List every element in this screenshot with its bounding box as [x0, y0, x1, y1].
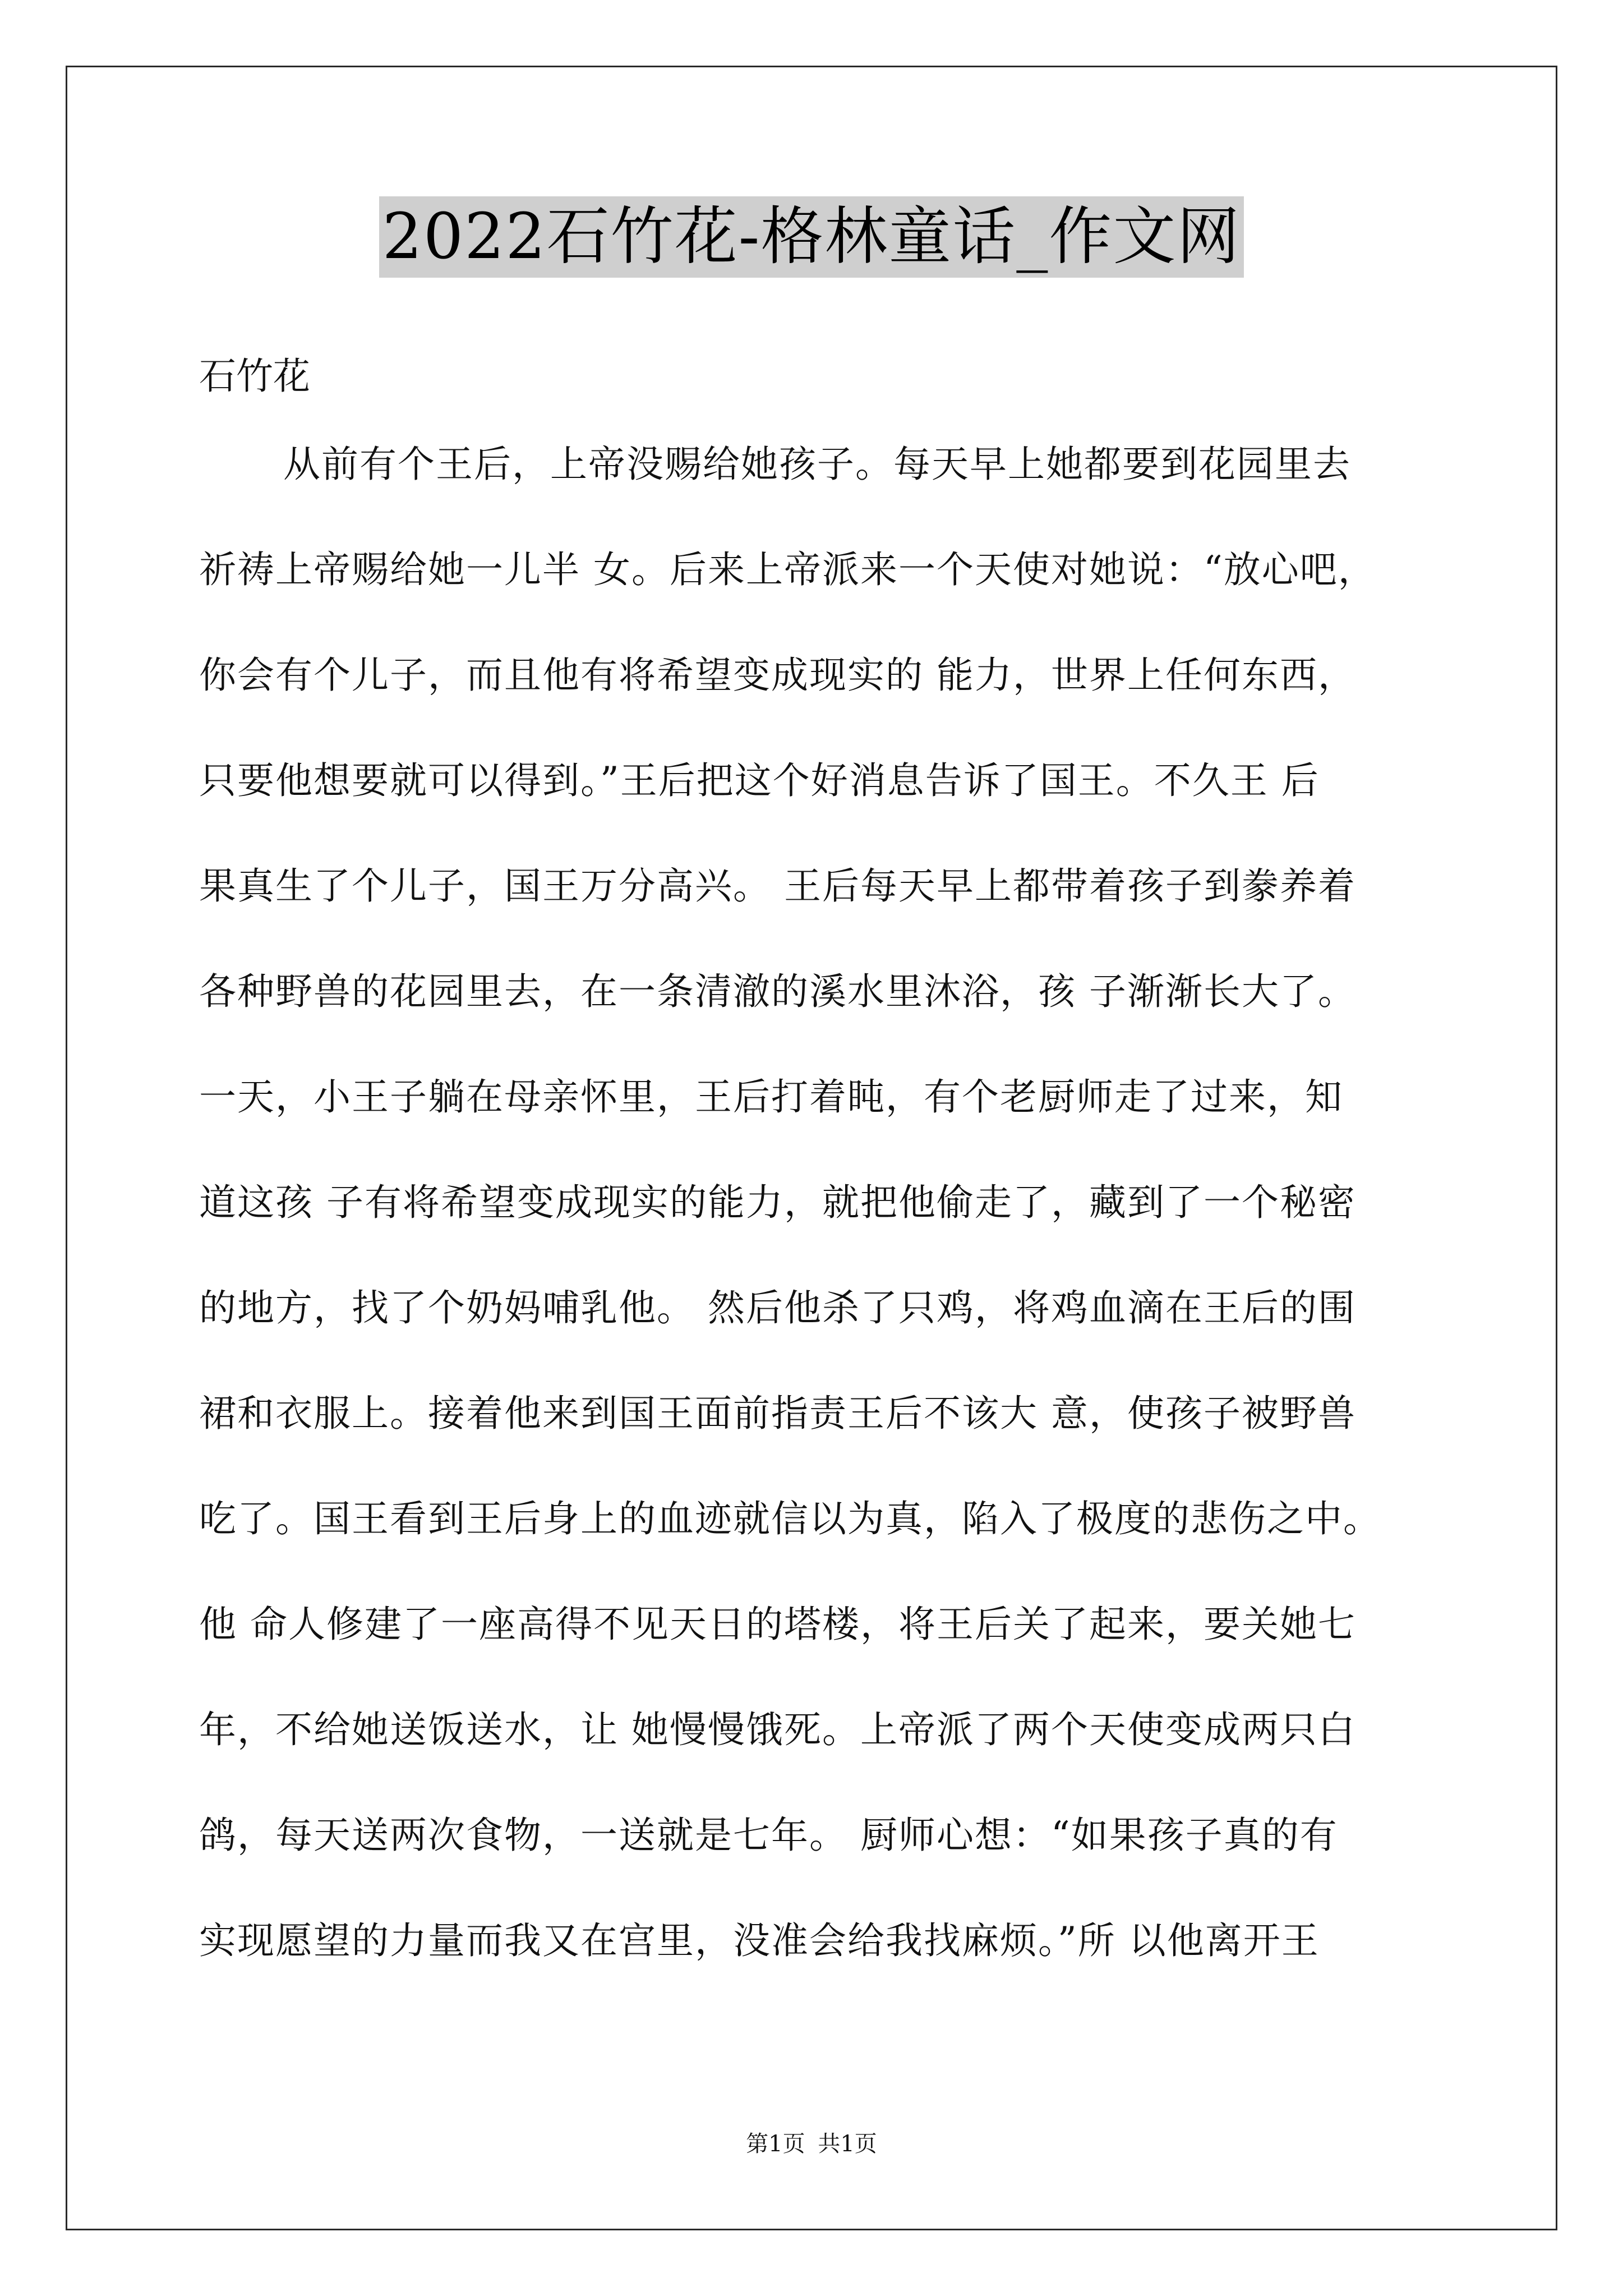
- text-line: 实现愿望的力量而我又在宫里，没准会给我找麻烦。”所 以他离开王: [199, 1919, 1320, 1962]
- text-line: 裙和衣服上。接着他来到国王面前指责王后不该大 意，使孩子被野兽: [199, 1392, 1356, 1435]
- text-line: 果真生了个儿子，国王万分高兴。 王后每天早上都带着孩子到豢养着: [199, 864, 1356, 908]
- text-line: 从前有个王后，上帝没赐给她孩子。每天早上她都要到花园里去: [283, 443, 1351, 486]
- text-line: 他 命人修建了一座高得不见天日的塔楼，将王后关了起来，要关她七: [199, 1603, 1356, 1646]
- text-line: 祈祷上帝赐给她一儿半 女。后来上帝派来一个天使对她说：“放心吧，: [199, 548, 1376, 591]
- text-line: 各种野兽的花园里去，在一条清澈的溪水里沐浴，孩 子渐渐长大了。: [199, 970, 1356, 1013]
- text-line: 年，不给她送饭送水，让 她慢慢饿死。上帝派了两个天使变成两只白: [199, 1708, 1356, 1751]
- body-text: [199, 443, 1433, 2028]
- text-line: 道这孩 子有将希望变成现实的能力，就把他偷走了，藏到了一个秘密: [199, 1181, 1356, 1224]
- text-line: 一天，小王子躺在母亲怀里，王后打着盹，有个老厨师走了过来，知: [199, 1075, 1343, 1119]
- document-title: 2022石竹花-格林童话_作文网: [379, 196, 1244, 278]
- text-line: 吃了。国王看到王后身上的血迹就信以为真，陷入了极度的悲伤之中。: [199, 1497, 1381, 1540]
- text-line: 只要他想要就可以得到。”王后把这个好消息告诉了国王。不久王 后: [199, 759, 1320, 802]
- section-heading: 石竹花: [199, 355, 310, 398]
- title-container: [0, 196, 1623, 278]
- text-line: 的地方，找了个奶妈哺乳他。 然后他杀了只鸡，将鸡血滴在王后的围: [199, 1286, 1356, 1329]
- page-number-footer: 第1页 共1页: [746, 2131, 877, 2157]
- text-line: 你会有个儿子，而且他有将希望变成现实的 能力，世界上任何东西，: [199, 654, 1356, 697]
- text-line: 鸽，每天送两次食物，一送就是七年。 厨师心想：“如果孩子真的有: [199, 1814, 1338, 1857]
